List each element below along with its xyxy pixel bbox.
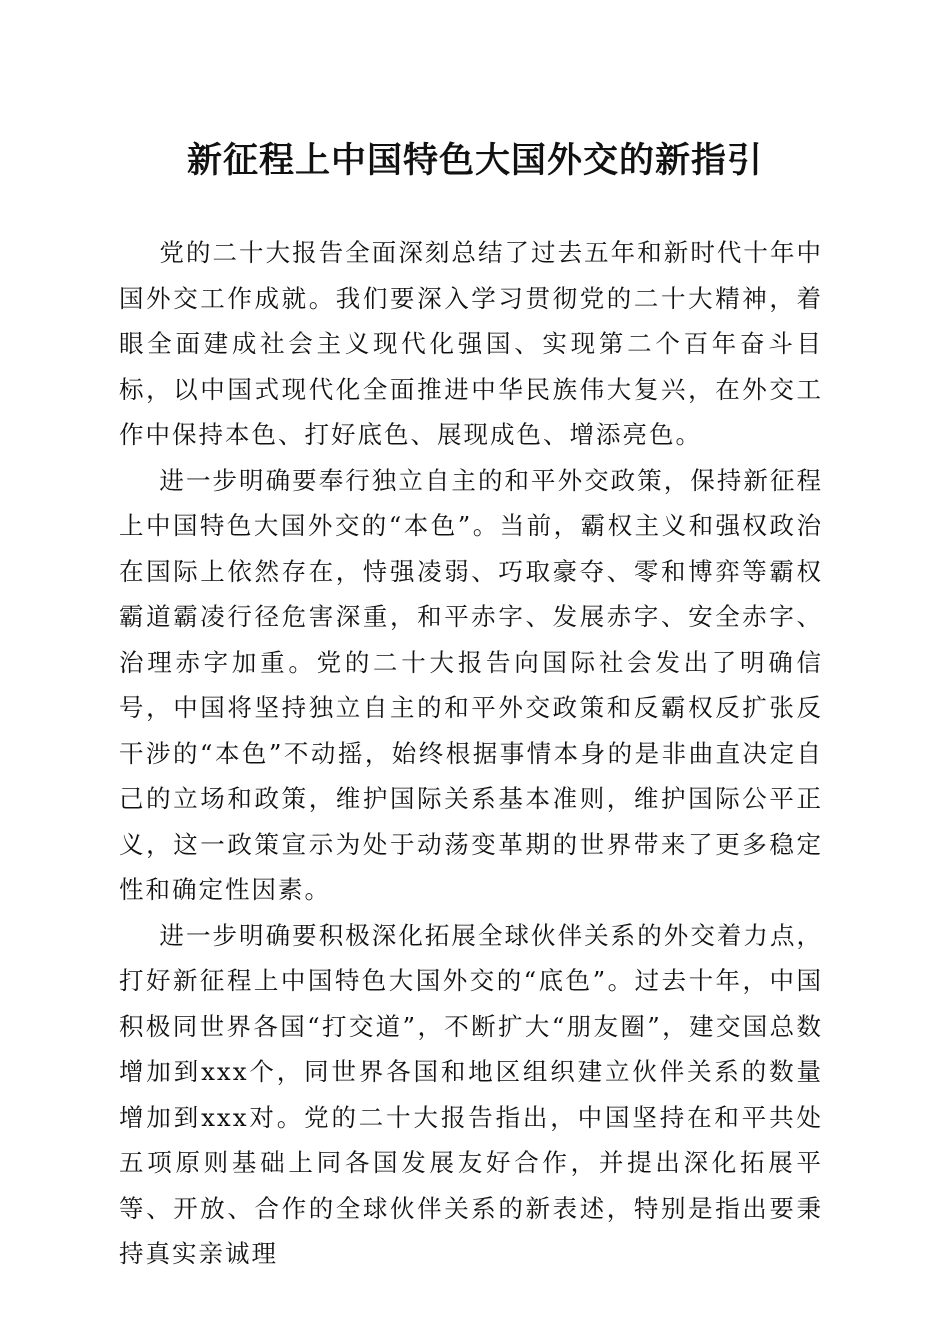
document-body	[119, 230, 823, 1277]
paragraph: 党的二十大报告全面深刻总结了过去五年和新时代十年中国外交工作成就。我们要深入学习贯彻党的二十大精神，着眼全面建成社会主义现代化强国、实现第二个百年奋斗目标，以中国式现代化全面推进中华民族伟大复兴，在外交工作中保持本色、打好底色、展现成色、增添亮色。	[119, 238, 823, 449]
document-title: 新征程上中国特色大国外交的新指引	[186, 140, 763, 181]
paragraph: 进一步明确要积极深化拓展全球伙伴关系的外交着力点，打好新征程上中国特色大国外交的“底色”。过去十年，中国积极同世界各国“打交道”，不断扩大“朋友圈”，建交国总数增加到xxx个，同世界各国和地区组织建立伙伴关系的数量增加到xxx对。党的二十大报告指出，中国坚持在和平共处五项原则基础上同各国发展友好合作，并提出深化拓展平等、开放、合作的全球伙伴关系的新表述，特别是指出要秉持真实亲诚理	[119, 920, 823, 1268]
paragraph: 进一步明确要奉行独立自主的和平外交政策，保持新征程上中国特色大国外交的“本色”。当前，霸权主义和强权政治在国际上依然存在，恃强凌弱、巧取豪夺、零和博弈等霸权霸道霸凌行径危害深重，和平赤字、发展赤字、安全赤字、治理赤字加重。党的二十大报告向国际社会发出了明确信号，中国将坚持独立自主的和平外交政策和反霸权反扩张反干涉的“本色”不动摇，始终根据事情本身的是非曲直决定自己的立场和政策，维护国际关系基本准则，维护国际公平正义，这一政策宣示为处于动荡变革期的世界带来了更多稳定性和确定性因素。	[119, 465, 823, 904]
